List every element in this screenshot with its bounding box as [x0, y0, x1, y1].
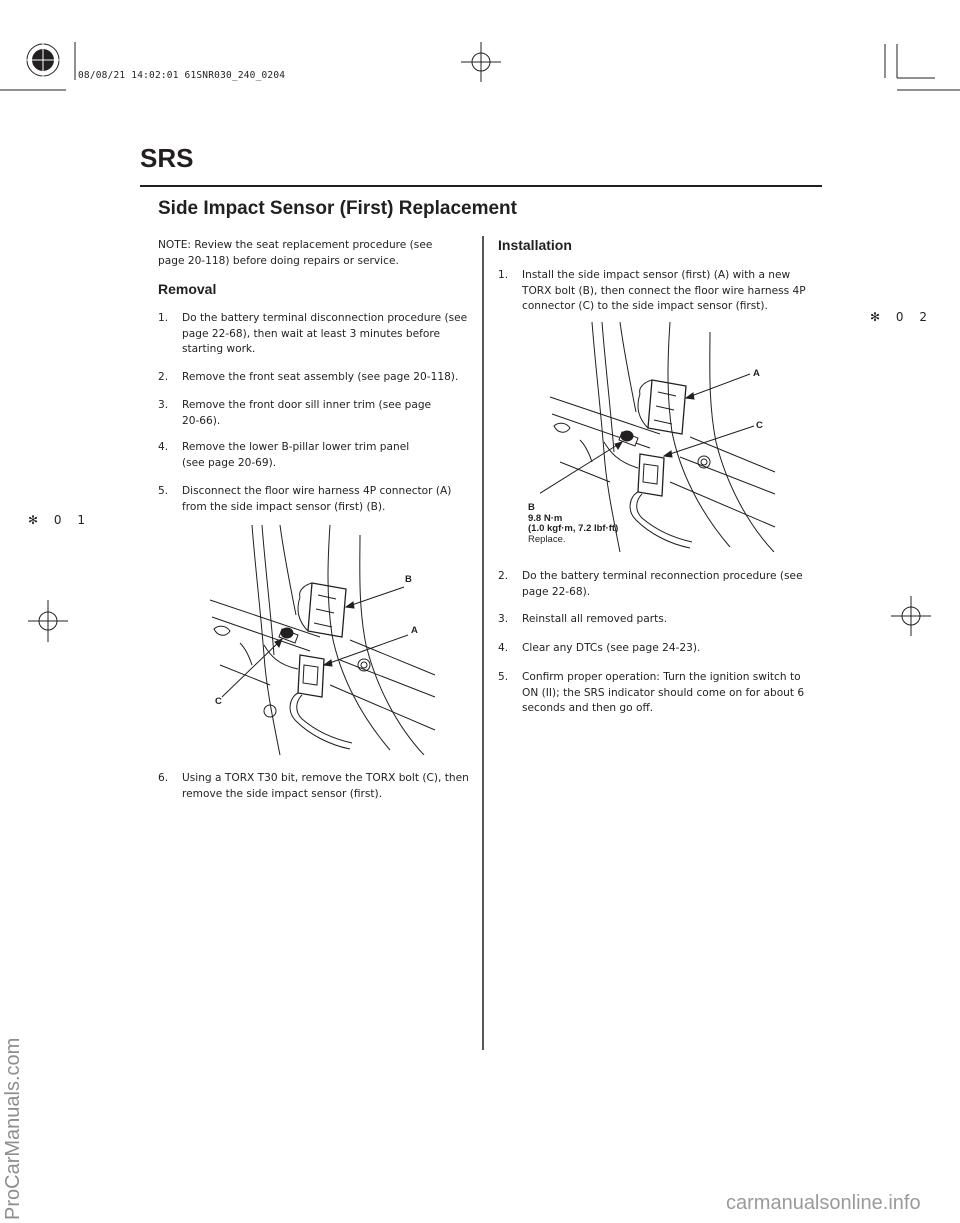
step-number: 1.	[158, 312, 169, 324]
removal-heading: Removal	[158, 281, 217, 297]
step-text: Remove the front door sill inner trim (see page 20-66).	[182, 399, 432, 427]
removal-illustration	[200, 525, 440, 755]
figure-label-c: C	[215, 696, 222, 707]
step-text: Do the battery terminal disconnection procedure (see page 22-68), then wait at least 3 minutes before starting work.	[182, 312, 468, 355]
installation-step	[498, 670, 818, 717]
step-number: 2.	[158, 371, 169, 383]
step-number: 3.	[498, 613, 509, 625]
installation-heading: Installation	[498, 237, 572, 253]
margin-mark-right: ✻ 0 2	[870, 310, 933, 324]
step-number: 6.	[158, 772, 169, 784]
step-number: 2.	[498, 570, 509, 582]
step-text: Clear any DTCs (see page 24-23).	[522, 642, 701, 654]
step-number: 4.	[158, 441, 169, 453]
step-text: Reinstall all removed parts.	[522, 613, 668, 625]
figure-label-a: A	[411, 625, 418, 636]
step-number: 3.	[158, 399, 169, 411]
removal-step	[158, 771, 470, 802]
section-title: SRS	[140, 143, 194, 173]
installation-step	[498, 268, 818, 315]
footer-watermark: carmanualsonline.info	[726, 1192, 921, 1214]
crosshair-icon	[891, 596, 931, 636]
torque-spec	[528, 503, 618, 545]
print-stamp: 08/08/21 14:02:01 61SNR030_240_0204	[78, 70, 286, 81]
vertical-watermark: ProCarManuals.com	[2, 1037, 24, 1220]
page-title: Side Impact Sensor (First) Replacement	[158, 198, 517, 219]
installation-step	[498, 641, 810, 657]
step-text: Do the battery terminal reconnection procedure (see page 22-68).	[522, 570, 803, 598]
removal-step	[158, 398, 470, 429]
replace-note: Replace.	[528, 533, 566, 545]
figure-label-a: A	[753, 368, 760, 379]
step-text: Remove the front seat assembly (see page 20-118).	[182, 371, 459, 383]
margin-mark-left: ✻ 0 1	[28, 513, 91, 527]
step-text: Disconnect the floor wire harness 4P connector (A) from the side impact sensor (first) (B).	[182, 485, 452, 513]
step-text: Using a TORX T30 bit, remove the TORX bolt (C), then remove the side impact sensor (first).	[182, 772, 469, 800]
step-number: 1.	[498, 269, 509, 281]
step-text: Remove the lower B-pillar lower trim panel (see page 20-69).	[182, 441, 410, 469]
removal-step	[158, 484, 470, 515]
step-number: 5.	[158, 485, 169, 497]
step-number: 4.	[498, 642, 509, 654]
crosshair-icon	[28, 600, 68, 642]
note-text: NOTE: Review the seat replacement procedure (see page 20-118) before doing repairs or service.	[158, 239, 433, 267]
installation-step	[498, 569, 810, 600]
torque-value: 9.8 N·m	[528, 512, 563, 524]
registration-target-icon	[23, 40, 63, 80]
crosshair-icon	[461, 42, 501, 82]
step-number: 5.	[498, 671, 509, 683]
step-text: Install the side impact sensor (first) (A) with a new TORX bolt (B), then connect the floor wire harness 4P connector (C) to the side impact sensor (first).	[522, 269, 806, 312]
removal-step	[158, 311, 470, 358]
figure-label-b: B	[405, 574, 412, 585]
installation-step	[498, 612, 810, 628]
torque-alt-value: (1.0 kgf·m, 7.2 lbf·ft)	[528, 523, 619, 534]
removal-step	[158, 440, 470, 471]
figure-label-c: C	[756, 420, 763, 431]
step-text: Confirm proper operation: Turn the ignition switch to ON (II); the SRS indicator should come on for about 6 seconds and then go off.	[522, 671, 805, 714]
figure-label-b: B	[528, 502, 535, 513]
removal-step	[158, 370, 470, 386]
